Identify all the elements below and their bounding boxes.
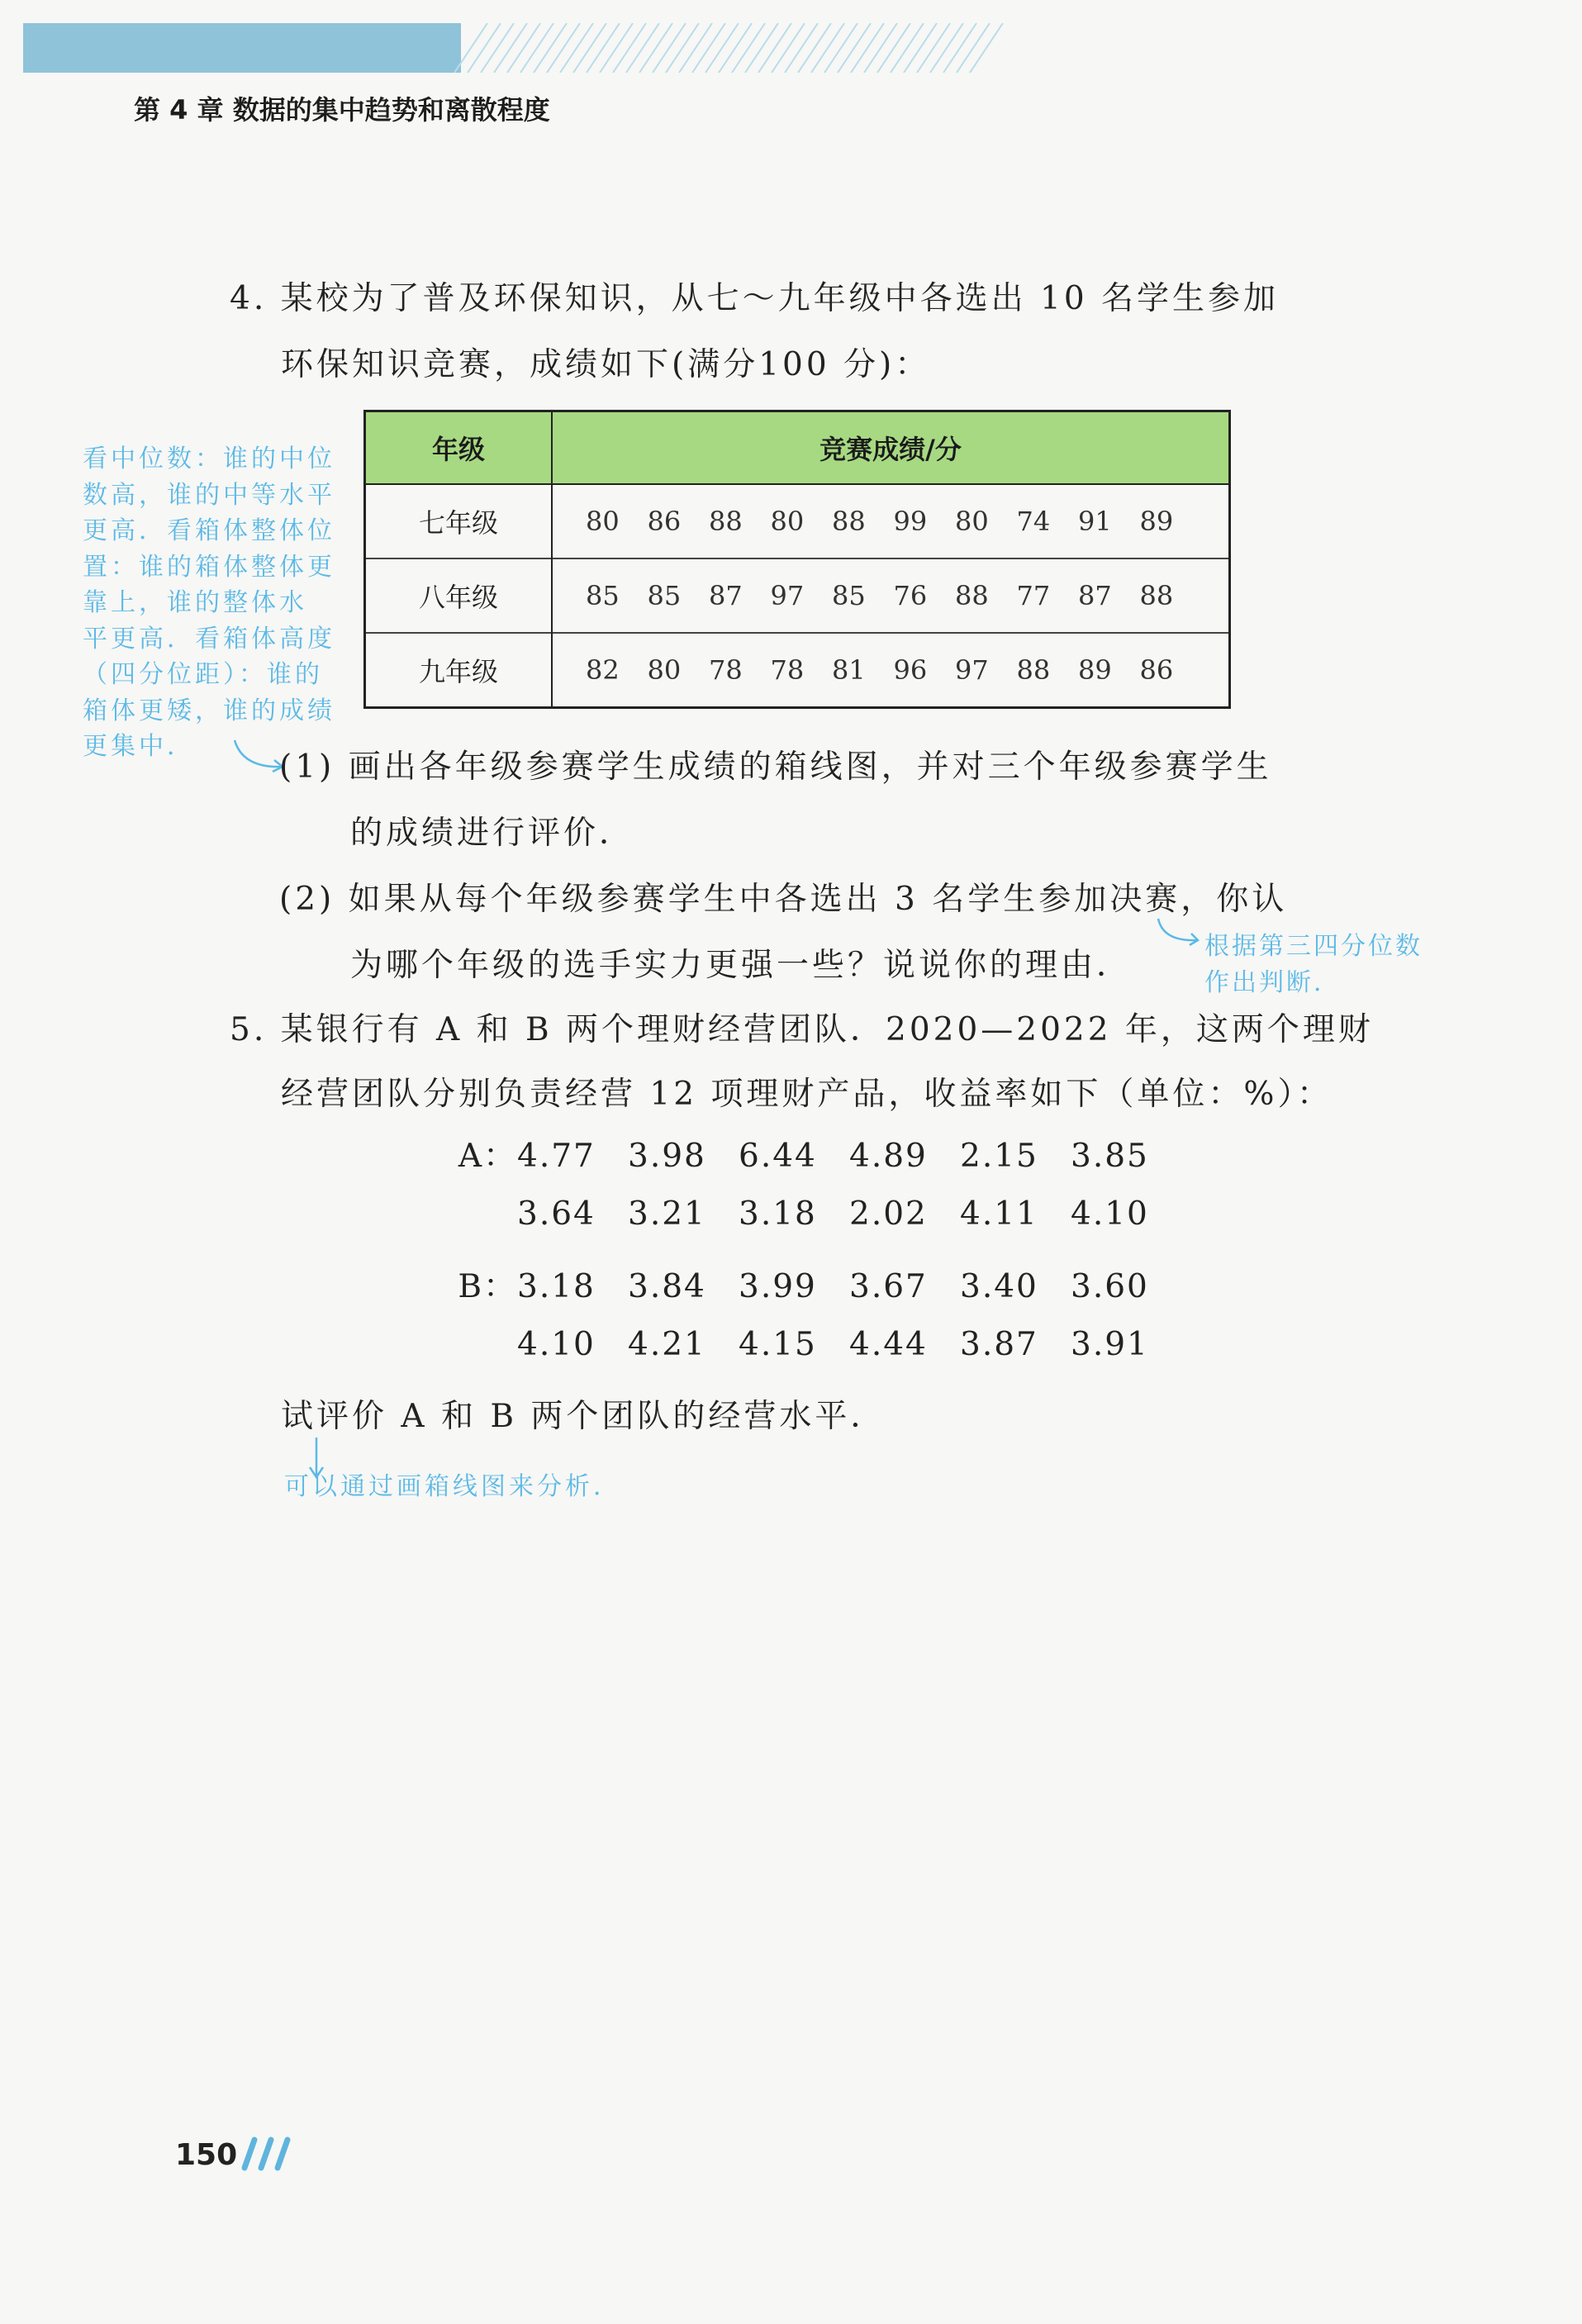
problem5-line1: 5. 某银行有 A 和 B 两个理财经营团队．2020—2022 年，这两个理财 (230, 1011, 1374, 1048)
yield-value: 4.10 (517, 1326, 596, 1363)
team-b-row1 (453, 1261, 1181, 1307)
score-value: 85 (832, 580, 866, 611)
yield-value: 3.99 (739, 1268, 817, 1305)
scores-cell (552, 558, 1230, 633)
score-value: 88 (955, 580, 989, 611)
score-value: 88 (1016, 654, 1051, 686)
score-value: 80 (586, 506, 620, 537)
yield-value: 3.84 (628, 1268, 706, 1305)
yield-value: 4.44 (849, 1326, 928, 1363)
right-annotation-line1: 根据第三四分位数 (1204, 932, 1423, 961)
yield-value: 3.67 (849, 1268, 928, 1305)
score-value: 88 (709, 506, 743, 537)
table-row (365, 484, 1230, 558)
score-value: 76 (893, 580, 928, 611)
team-a-row1 (453, 1130, 1181, 1176)
team-b-label: B： (458, 1268, 517, 1305)
score-value: 99 (893, 506, 928, 537)
team-b-row2 (453, 1326, 1181, 1363)
score-value: 91 (1078, 506, 1112, 537)
side-annotation-line: 置：谁的箱体整体更 (83, 552, 335, 582)
yield-value: 3.21 (628, 1195, 706, 1233)
yield-value: 4.77 (517, 1138, 596, 1175)
side-annotation-line: 数高，谁的中等水平 (83, 480, 335, 510)
score-value: 89 (1078, 654, 1112, 686)
score-value: 82 (586, 654, 620, 686)
yield-value: 3.18 (517, 1268, 596, 1305)
score-value: 88 (832, 506, 866, 537)
score-value: 80 (955, 506, 989, 537)
table-header-grade: 年级 (365, 411, 553, 485)
header-band (23, 23, 461, 73)
problem5-line2: 经营团队分别负责经营 12 项理财产品，收益率如下（单位：%）： (281, 1076, 1333, 1113)
yield-value: 3.60 (1071, 1268, 1149, 1305)
yield-value: 3.91 (1071, 1326, 1149, 1363)
yield-value: 4.10 (1071, 1195, 1149, 1233)
q2-line2: 为哪个年级的选手实力更强一些？说说你的理由． (350, 947, 1133, 984)
grade-cell: 七年级 (365, 484, 553, 558)
score-value: 78 (709, 654, 743, 686)
yield-value: 4.15 (739, 1326, 817, 1363)
score-value: 89 (1139, 506, 1174, 537)
bottom-annotation: 可以通过画箱线图来分析． (284, 1472, 621, 1501)
score-value: 78 (770, 654, 805, 686)
table-row (365, 633, 1230, 708)
score-value: 81 (832, 654, 866, 686)
q1-line1: (1) 画出各年级参赛学生成绩的箱线图，并对三个年级参赛学生 (279, 749, 1272, 786)
score-value: 86 (1139, 654, 1174, 686)
score-value: 86 (647, 506, 682, 537)
yield-value: 3.85 (1071, 1138, 1149, 1175)
side-annotation-line: 看中位数：谁的中位 (83, 444, 335, 473)
q2-line1: (2) 如果从每个年级参赛学生中各选出 3 名学生参加决赛，你认 (279, 881, 1288, 918)
header-stripes (446, 23, 1024, 73)
page-number-slashes (230, 2133, 296, 2174)
side-annotation-line: （四分位距）：谁的 (83, 660, 323, 689)
score-value: 80 (770, 506, 805, 537)
score-value: 88 (1139, 580, 1174, 611)
side-annotation-line: 箱体更矮，谁的成绩 (83, 696, 335, 725)
page-number: 150 (175, 2138, 238, 2172)
score-value: 97 (770, 580, 805, 611)
problem5-question: 试评价 A 和 B 两个团队的经营水平． (281, 1398, 886, 1435)
yield-value: 4.11 (960, 1195, 1038, 1233)
yield-value: 3.98 (628, 1138, 706, 1175)
problem4-line2: 环保知识竞赛，成绩如下(满分100 分)： (281, 346, 931, 383)
problem4-line1: 4. 某校为了普及环保知识，从七～九年级中各选出 10 名学生参加 (230, 280, 1280, 317)
team-a-label: A： (458, 1138, 517, 1175)
score-value: 97 (955, 654, 989, 686)
score-table (363, 410, 1231, 709)
team-a-row2 (453, 1195, 1181, 1233)
yield-value: 3.40 (960, 1268, 1038, 1305)
scores-cell (552, 633, 1230, 708)
right-annotation-line2: 作出判断． (1204, 968, 1341, 997)
side-annotation-line: 靠上，谁的整体水 (83, 588, 307, 617)
score-value: 85 (647, 580, 682, 611)
score-value: 77 (1016, 580, 1051, 611)
score-value: 87 (709, 580, 743, 611)
side-annotation-line: 平更高．看箱体高度 (83, 624, 335, 653)
scores-cell (552, 484, 1230, 558)
yield-value: 2.15 (960, 1138, 1038, 1175)
q1-line2: 的成绩进行评价． (350, 815, 635, 852)
score-value: 80 (647, 654, 682, 686)
score-value: 96 (893, 654, 928, 686)
table-header-scores: 竞赛成绩/分 (552, 411, 1230, 485)
side-annotation (83, 441, 335, 765)
yield-value: 2.02 (849, 1195, 928, 1233)
yield-value: 3.64 (517, 1195, 596, 1233)
yield-value: 6.44 (739, 1138, 817, 1175)
yield-value: 3.18 (739, 1195, 817, 1233)
table-row (365, 558, 1230, 633)
grade-cell: 八年级 (365, 558, 553, 633)
score-value: 74 (1016, 506, 1051, 537)
side-annotation-line: 更高．看箱体整体位 (83, 516, 335, 545)
side-annotation-line: 更集中． (83, 732, 195, 761)
table-header-row (365, 411, 1230, 485)
chapter-title: 第 4 章 数据的集中趋势和离散程度 (134, 94, 550, 126)
yield-value: 3.87 (960, 1326, 1038, 1363)
yield-value: 4.21 (628, 1326, 706, 1363)
score-value: 87 (1078, 580, 1112, 611)
yield-value: 4.89 (849, 1138, 928, 1175)
score-value: 85 (586, 580, 620, 611)
grade-cell: 九年级 (365, 633, 553, 708)
right-annotation-arrow (1155, 915, 1204, 957)
